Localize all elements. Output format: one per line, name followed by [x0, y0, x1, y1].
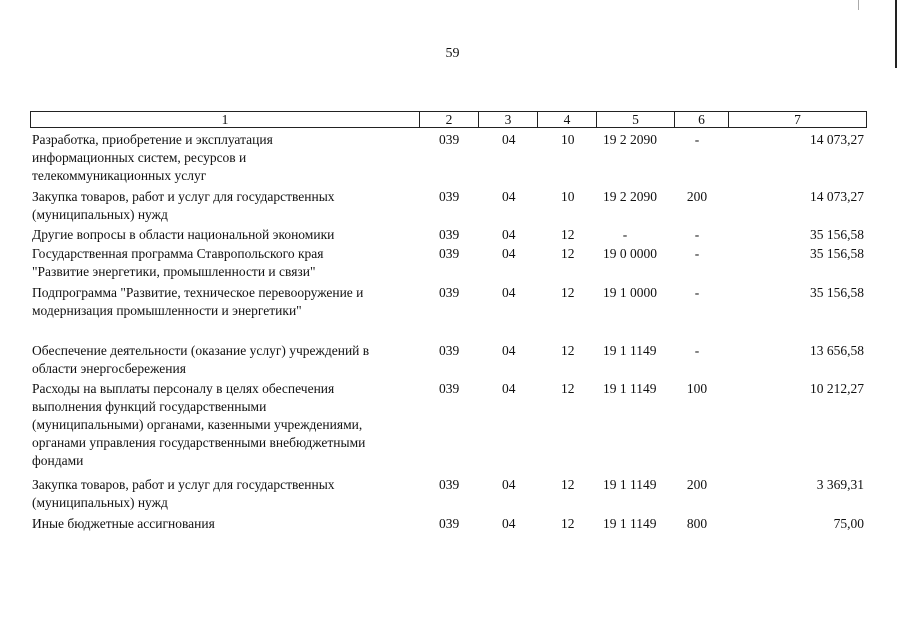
row-target-article: 19 1 1149: [603, 381, 657, 396]
row-name: Обеспечение деятельности (оказание услуг) учреждений в области энергосбережения: [32, 343, 370, 376]
row-ministry: 039: [439, 381, 460, 396]
row-name: Государственная программа Ставропольского края "Развитие энергетики, промышленности и связи": [32, 246, 324, 279]
row-amount: 13 656,58: [810, 343, 864, 358]
header-col-1: 1: [221, 112, 229, 127]
header-col-7: 7: [794, 112, 801, 127]
scan-corner-mark: [848, 0, 859, 10]
header-col-6: 6: [698, 112, 705, 127]
row-amount: 10 212,27: [810, 381, 864, 396]
row-subsection: 10: [561, 132, 575, 147]
row-ministry: 039: [439, 516, 460, 531]
row-expense-type: -: [694, 343, 700, 358]
row-subsection: 12: [561, 516, 575, 531]
row-target-article: 19 0 0000: [603, 246, 657, 261]
row-amount: 75,00: [833, 516, 864, 531]
row-section: 04: [502, 381, 516, 396]
row-amount: 35 156,58: [810, 285, 864, 300]
row-name: Закупка товаров, работ и услуг для государственных (муниципальных) нужд: [32, 477, 335, 510]
row-section: 04: [502, 516, 516, 531]
row-amount: 35 156,58: [810, 246, 864, 261]
row-subsection: 12: [561, 246, 575, 261]
row-section: 04: [502, 132, 516, 147]
row-section: 04: [502, 285, 516, 300]
row-name: Подпрограмма "Развитие, техническое перевооружение и модернизация промышленности и энергетики": [32, 285, 364, 318]
row-subsection: 12: [561, 227, 575, 242]
row-target-article: 19 1 1149: [603, 477, 657, 492]
row-name: Другие вопросы в области национальной экономики: [32, 227, 335, 242]
row-expense-type: 800: [686, 516, 708, 531]
row-section: 04: [502, 477, 516, 492]
row-target-article: 19 1 1149: [603, 343, 657, 358]
row-subsection: 12: [561, 477, 575, 492]
row-expense-type: -: [694, 246, 700, 261]
row-name: Иные бюджетные ассигнования: [32, 516, 215, 531]
row-amount: 14 073,27: [810, 132, 864, 147]
row-ministry: 039: [439, 285, 460, 300]
row-ministry: 039: [439, 246, 460, 261]
row-name: Разработка, приобретение и эксплуатация информационных систем, ресурсов и телекоммуникационных услуг: [32, 132, 273, 183]
row-subsection: 12: [561, 285, 575, 300]
row-target-article: 19 2 2090: [603, 189, 657, 204]
header-col-5: 5: [632, 112, 639, 127]
row-target-article: 19 1 0000: [603, 285, 657, 300]
row-target-article: 19 2 2090: [603, 132, 657, 147]
row-expense-type: -: [694, 132, 700, 147]
row-subsection: 12: [561, 381, 575, 396]
row-expense-type: 100: [686, 381, 708, 396]
row-amount: 3 369,31: [816, 477, 864, 492]
row-ministry: 039: [439, 343, 460, 358]
table-header: [30, 111, 867, 128]
row-amount: 35 156,58: [810, 227, 864, 242]
row-expense-type: 200: [686, 189, 708, 204]
row-subsection: 10: [561, 189, 575, 204]
row-section: 04: [502, 227, 516, 242]
row-name: Расходы на выплаты персоналу в целях обеспечения выполнения функций государственными (муниципальными) органами, казенными учреждениями, органами управления государственными внебюджетными фондами: [32, 381, 366, 468]
row-target-article: -: [622, 227, 628, 242]
row-expense-type: -: [694, 285, 700, 300]
row-expense-type: 200: [686, 477, 708, 492]
row-expense-type: -: [694, 227, 700, 242]
header-col-3: 3: [504, 112, 512, 127]
row-ministry: 039: [439, 189, 460, 204]
row-ministry: 039: [439, 227, 460, 242]
row-subsection: 12: [561, 343, 575, 358]
header-col-2: 2: [445, 112, 453, 127]
row-ministry: 039: [439, 477, 460, 492]
page-number: 59: [445, 46, 460, 61]
row-section: 04: [502, 246, 516, 261]
row-section: 04: [502, 189, 516, 204]
header-col-4: 4: [563, 112, 571, 127]
row-section: 04: [502, 343, 516, 358]
row-amount: 14 073,27: [810, 189, 864, 204]
row-ministry: 039: [439, 132, 460, 147]
row-target-article: 19 1 1149: [603, 516, 657, 531]
row-name: Закупка товаров, работ и услуг для государственных (муниципальных) нужд: [32, 189, 335, 222]
